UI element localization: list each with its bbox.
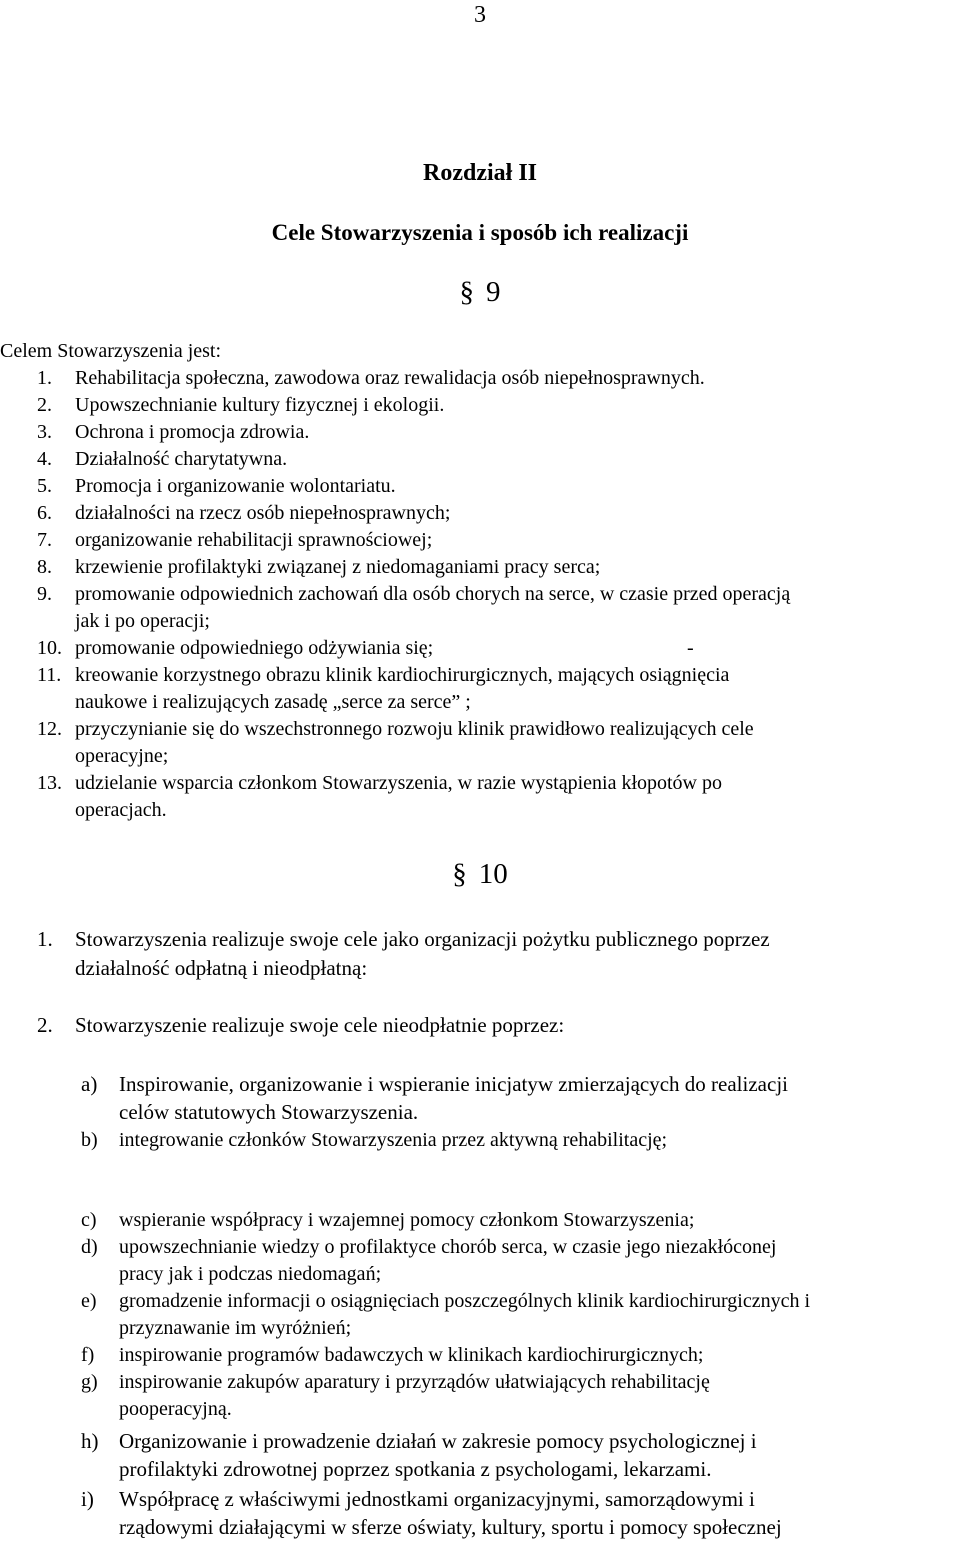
section-number: 10 xyxy=(478,858,508,890)
section-9-heading xyxy=(0,276,960,309)
list-item: 1. Stowarzyszenia realizuje swoje cele jako organizacji pożytku publicznego poprzez działalność odpłatną i nieodpłatną: xyxy=(37,927,770,980)
section-symbol: § xyxy=(452,858,467,890)
list-dash: - xyxy=(687,637,694,659)
list-item: 9. promowanie odpowiednich zachowań dla osób chorych na serce, w czasie przed operacją jak i po operacji; xyxy=(37,583,791,632)
chapter-title: Rozdział II xyxy=(423,160,537,186)
chapter-subtitle: Cele Stowarzyszenia i sposób ich realizacji xyxy=(271,220,689,245)
section-number: 9 xyxy=(486,276,501,308)
list-item: 11. kreowanie korzystnego obrazu klinik kardiochirurgicznych, mających osiągnięcia naukowe i realizujących zasadę „serce za serce” ; xyxy=(37,664,730,713)
page-number: 3 xyxy=(474,2,486,28)
list-item: 12. przyczynianie się do wszechstronnego rozwoju klinik prawidłowo realizujących cele operacyjne; xyxy=(37,718,754,767)
section-9-intro: Celem Stowarzyszenia jest: xyxy=(0,340,222,362)
document-page: 3 Rozdział II Cele Stowarzyszenia i sposób ich realizacji § 9 Celem Stowarzyszenia jest: 1. Rehabilitacja społeczna, zawodowa oraz rewalidacja osób niepełnosprawnych. 2. Upowszechnianie kultury fizycznej i ekologii. 3. Ochrona i promocja zdrowia. 4. Działalność charytatywna. 5. Promocja i organizowanie wolontariatu. 6. działalności na rzecz osób niepełnosprawnych; 7. organizowanie rehabilitacji sprawnościowej; 8. krzewienie profilaktyki związanej z niedomaganiami pracy serca; 9. promowanie odpowiednich zachowań dla osób chorych na serce, w czasie przed operacją jak i po operacji; 10. promowanie odpowiedniego odżywiania się; - 11. kreowanie korzystnego obrazu klinik kardiochirurgicznych, mających osiągnięcia naukowe i realizujących zasadę „serce za serce” ; 12. przyczynianie się do wszechstronnego rozwoju klinik prawidłowo realizujących cele operacyjne; 13. udzielanie wsparcia członkom Stowarzyszenia, w razie wystąpienia kłopotów po operacjach. § 10 1. Stowarzyszenia realizuje swoje cele jako organizacji pożytku publicznego poprzez działalność odpłatną i nieodpłatną: 2. Stowarzyszenie realizuje swoje cele nieodpłatnie poprzez: a) Inspirowanie, organizowanie i wspieranie inicjatyw zmierzających do realizacji celów statutowych Stowarzyszenia. b) integrowanie członków Stowarzyszenia przez aktywną rehabilitację; c) wspieranie współpracy i wzajemnej pomocy członkom Stowarzyszenia; d) upowszechnianie wiedzy o profilaktyce chorób serca, w czasie jego niezakłóconej pracy jak i podczas niedomagań; e) gromadzenie informacji o osiągnięciach poszczególnych klinik kardiochirurgicznych i przyznawanie im wyróżnień; f) inspirowanie programów badawczych w klinikach kardiochirurgicznych; g) inspirowanie zakupów aparatury i przyrządów ułatwiających rehabilitację pooperacyjną. h) Organizowanie i prowadzenie działań w zakresie pomocy psychologicznej i profilaktyki zdrowotnej poprzez spotkania z psychologami, lekarzami. i) Współpracę z właściwymi jednostkami organizacyjnymi, samorządowymi i rządowymi działającymi w sferze oświaty, kultury, sportu i pomocy społecznej xyxy=(0,0,960,1543)
list-item: 13. udzielanie wsparcia członkom Stowarzyszenia, w razie wystąpienia kłopotów po operacjach. xyxy=(37,772,723,821)
section-symbol: § xyxy=(459,276,474,308)
section-10-heading xyxy=(0,858,960,891)
